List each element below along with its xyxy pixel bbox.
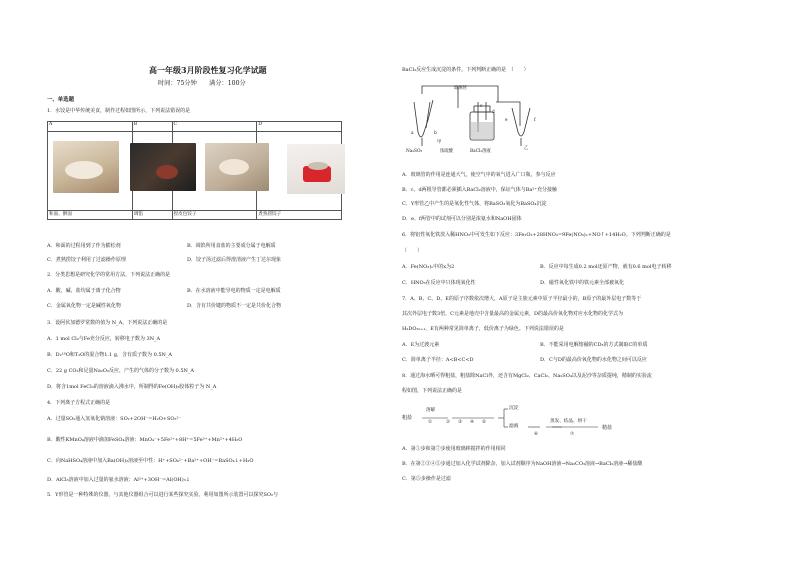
flow-filtrate: 滤液 [509,424,519,429]
q7-option-a: A．E为过渡元素 [402,342,440,348]
table-head-d: D [257,122,342,132]
table-caption-b: 调馅 [132,211,172,220]
flow-precipitate: 沉淀 [509,406,519,411]
label-bacl2: BaCl₂溶液 [470,149,491,154]
flow-evaporate: 蒸发、结晶、烘干 [550,419,587,424]
q6-option-c: C．HNO₃在反应中只体现氧化性 [402,280,476,286]
question-2: 2．分类思想是研究化学的常用方法，下列说法正确的是 [47,272,171,278]
q7-option-d: D．C与D的最高价氧化物的水化物之间可以反应 [540,357,647,363]
photo-wrapping [205,143,269,191]
photo-kneading [53,141,119,193]
question-7-line-1: 7．A、B、C、D、E的原子序数依次增大，A原子是主族元素中原子半径最小的，B原子的最外层电子数等于 [402,296,642,302]
q6-option-a: A．Fe(NO₃)ₓ中的x为2 [402,264,455,270]
table-caption-a: 和面、擀面 [48,211,133,220]
q5-option-c: C．Y形管乙中产生的是氧化性气体，将BaSO₃氧化为BaSO₄沉淀 [402,201,547,207]
flow-step-2: ② [446,420,451,425]
label-jia: 甲 [437,140,442,145]
q1-option-c: C．煮熟捞饺子利用了过滤操作原理 [47,257,126,263]
label-a: a [411,131,414,136]
question-3: 3．设阿伏加德罗常数的值为 N_A，下列说法正确的是 [47,320,168,326]
q2-option-a: A．酸、碱、盐均属于离子化合物 [47,288,121,294]
label-na2so3: Na₂SO₃ [406,149,423,154]
q7-option-b: B．不能采用电解熔融的CD₃的方式制取C的单质 [540,342,648,348]
q3-option-a: A．1 mol Cl₂与Fe充分反应，转移电子数为 3N_A [47,336,161,342]
label-e: e [505,118,508,123]
q2-option-b: B．在水溶液中能导电的物质一定是电解质 [187,288,281,294]
q4-option-d: D．AlCl₃溶液中加入过量的氨水溶液：Al³⁺+3OH⁻=Al(OH)₃↓ [47,477,190,483]
q8-option-a: A．第①步和第⑦步使用玻璃棒搅拌的作用相同 [402,446,506,452]
q2-option-d: D．含有共价键的物质不一定是共价化合物 [187,303,282,309]
q4-option-c: C．向NaHSO₄溶液中加入Ba(OH)₂溶液至中性：H⁺+SO₄²⁻+Ba²⁺+OH⁻=BaSO₄↓+H₂O [47,458,254,464]
q5-option-b: B．c、d两根导管都必须插入BaCl₂溶液中，保证气体与Ba²⁺充分接触 [402,187,558,193]
flow-refined-salt: 精盐 [602,425,613,431]
q3-option-b: B．D₂¹⁶O和T₂O的混合物1.1 g，含有质子数为 0.5N_A [47,352,173,358]
photo-filling [130,143,196,191]
flow-step-7: ⑦ [570,432,575,437]
exam-meta: 时间：75分钟 满分：100分 [158,80,246,87]
flow-step-1: ① [428,420,433,425]
label-glass-tube: 玻璃管 [454,86,467,91]
flow-step-4: ④ [470,420,475,425]
table-caption-d: 煮熟捞饺子 [257,211,342,220]
label-d: d [492,110,495,115]
question-8-line-1: 8．通过海水晒可得粗盐，粗盐除NaCl外，还含有MgCl₂、CaCl₂、Na₂SO₄以及泥沙等杂质提纯，精制的实验流 [402,373,652,379]
label-h2so4: 浓硫酸 [440,149,453,154]
q3-option-c: C．22 g CO₂和足量Na₂O₂反应，产生的气体的分子数为 0.5N_A [47,368,194,374]
q4-option-b: B．酸性KMnO₄溶液中滴加FeSO₄溶液：MnO₄⁻+5Fe²⁺+8H⁺=5Fe³⁺+Mn²⁺+4H₂O [47,437,243,443]
photo-cooking [287,144,345,194]
label-c: c [480,104,483,109]
table-head-b: B [132,122,172,132]
q3-option-d: D．将含1mol FeCl₃的溶液滴入沸水中，所制得的Fe(OH)₃胶体粒子为 N_A [47,384,217,390]
q1-option-a: A．和面的过程用到了作为膨松剂 [47,243,121,249]
table-head-a: A [48,122,133,132]
flow-step-3: ③ [458,420,463,425]
flow-crude-salt: 粗盐 [402,415,413,421]
flow-dissolve: 溶解 [426,408,436,413]
q5-option-d: D．e、f两管中的试剂可以分别是浓氨水和NaOH固体 [402,216,522,222]
salt-purification-flow [400,398,630,438]
label-b: b [434,131,437,136]
page-title: 高一年级3月阶段性复习化学试题 [149,65,267,75]
question-7-line-3: H₂DO₂ₙ₊₁，E有两种常见简单离子，低价离子为绿色。下列说法错误的是 [402,326,564,332]
q5-option-a: A．玻璃管的作用是连通大气，使空气中的氧气进入广口瓶，参与反应 [402,172,556,178]
q2-option-c: C．金属氧化物一定是碱性氧化物 [47,303,121,309]
q6-option-b: B．反应中每生成0.2 mol还原产物，就有0.6 mol电子转移 [540,264,672,270]
question-4: 4．下列离子方程式正确的是 [47,400,111,406]
q4-option-a: A．过量SO₂通入氢氧化钠溶液：SO₂+2OH⁻=H₂O+SO₃²⁻ [47,416,182,422]
flow-step-6: ⑥ [534,432,539,437]
q6-option-d: D．磁性氧化铁中的铁元素全部被氧化 [540,280,625,286]
table-caption-c: 捏皮包饺子 [172,211,257,220]
section-heading: 一、单选题 [47,97,74,103]
question-5-continued: BaCl₂反应生成沉淀的条件。下列判断正确的是 （ ） [402,67,529,73]
question-6: 6．将铝性氧化铁放入稀HNO₃中可发生如下反应：3Fe₂O₃+28HNO₃=9Fe(NO₃)ₓ+NO↑+14H₂O。下列判断正确的是 [402,232,671,238]
q8-option-c: C．第⑤步操作是过滤 [402,476,451,482]
question-7-line-2: 其次外层电子数3倍，C元素是地壳中含量最高的金属元素，D的最高价氧化物对应水化物的化学式为 [402,311,624,317]
question-5: 5．Y形管是一种特殊的仪器，与其他仪器组合可以进行某些探究实验。利用如图所示装置可以探究SO₂与 [47,492,279,498]
flow-step-5: ⑤ [482,420,487,425]
q6-blank: （ ） [402,248,423,254]
q1-option-d: D．饺子汤过滤后得澄清液产生丁达尔现象 [187,257,282,263]
label-yi: 乙 [524,146,529,151]
question-8-line-2: 程如图，下列说法正确的是 [402,388,463,394]
q8-option-b: B．在第②③④⑤步通过加入化学试剂除杂，加入试剂顺序为NaOH溶液→Na₂CO₃溶液→BaCl₂溶液→稀盐酸 [402,461,643,467]
label-f: f [534,118,536,123]
question-1: 1．水饺是中华传统美食，制作过程如图所示，下列说法错误的是 [47,108,191,114]
q7-option-c: C．简单离子半径：A<B<C<D [402,357,474,363]
q1-option-b: B．调馅所用食盐的主要成分属于电解质 [187,243,276,249]
table-head-c: C [172,122,257,132]
